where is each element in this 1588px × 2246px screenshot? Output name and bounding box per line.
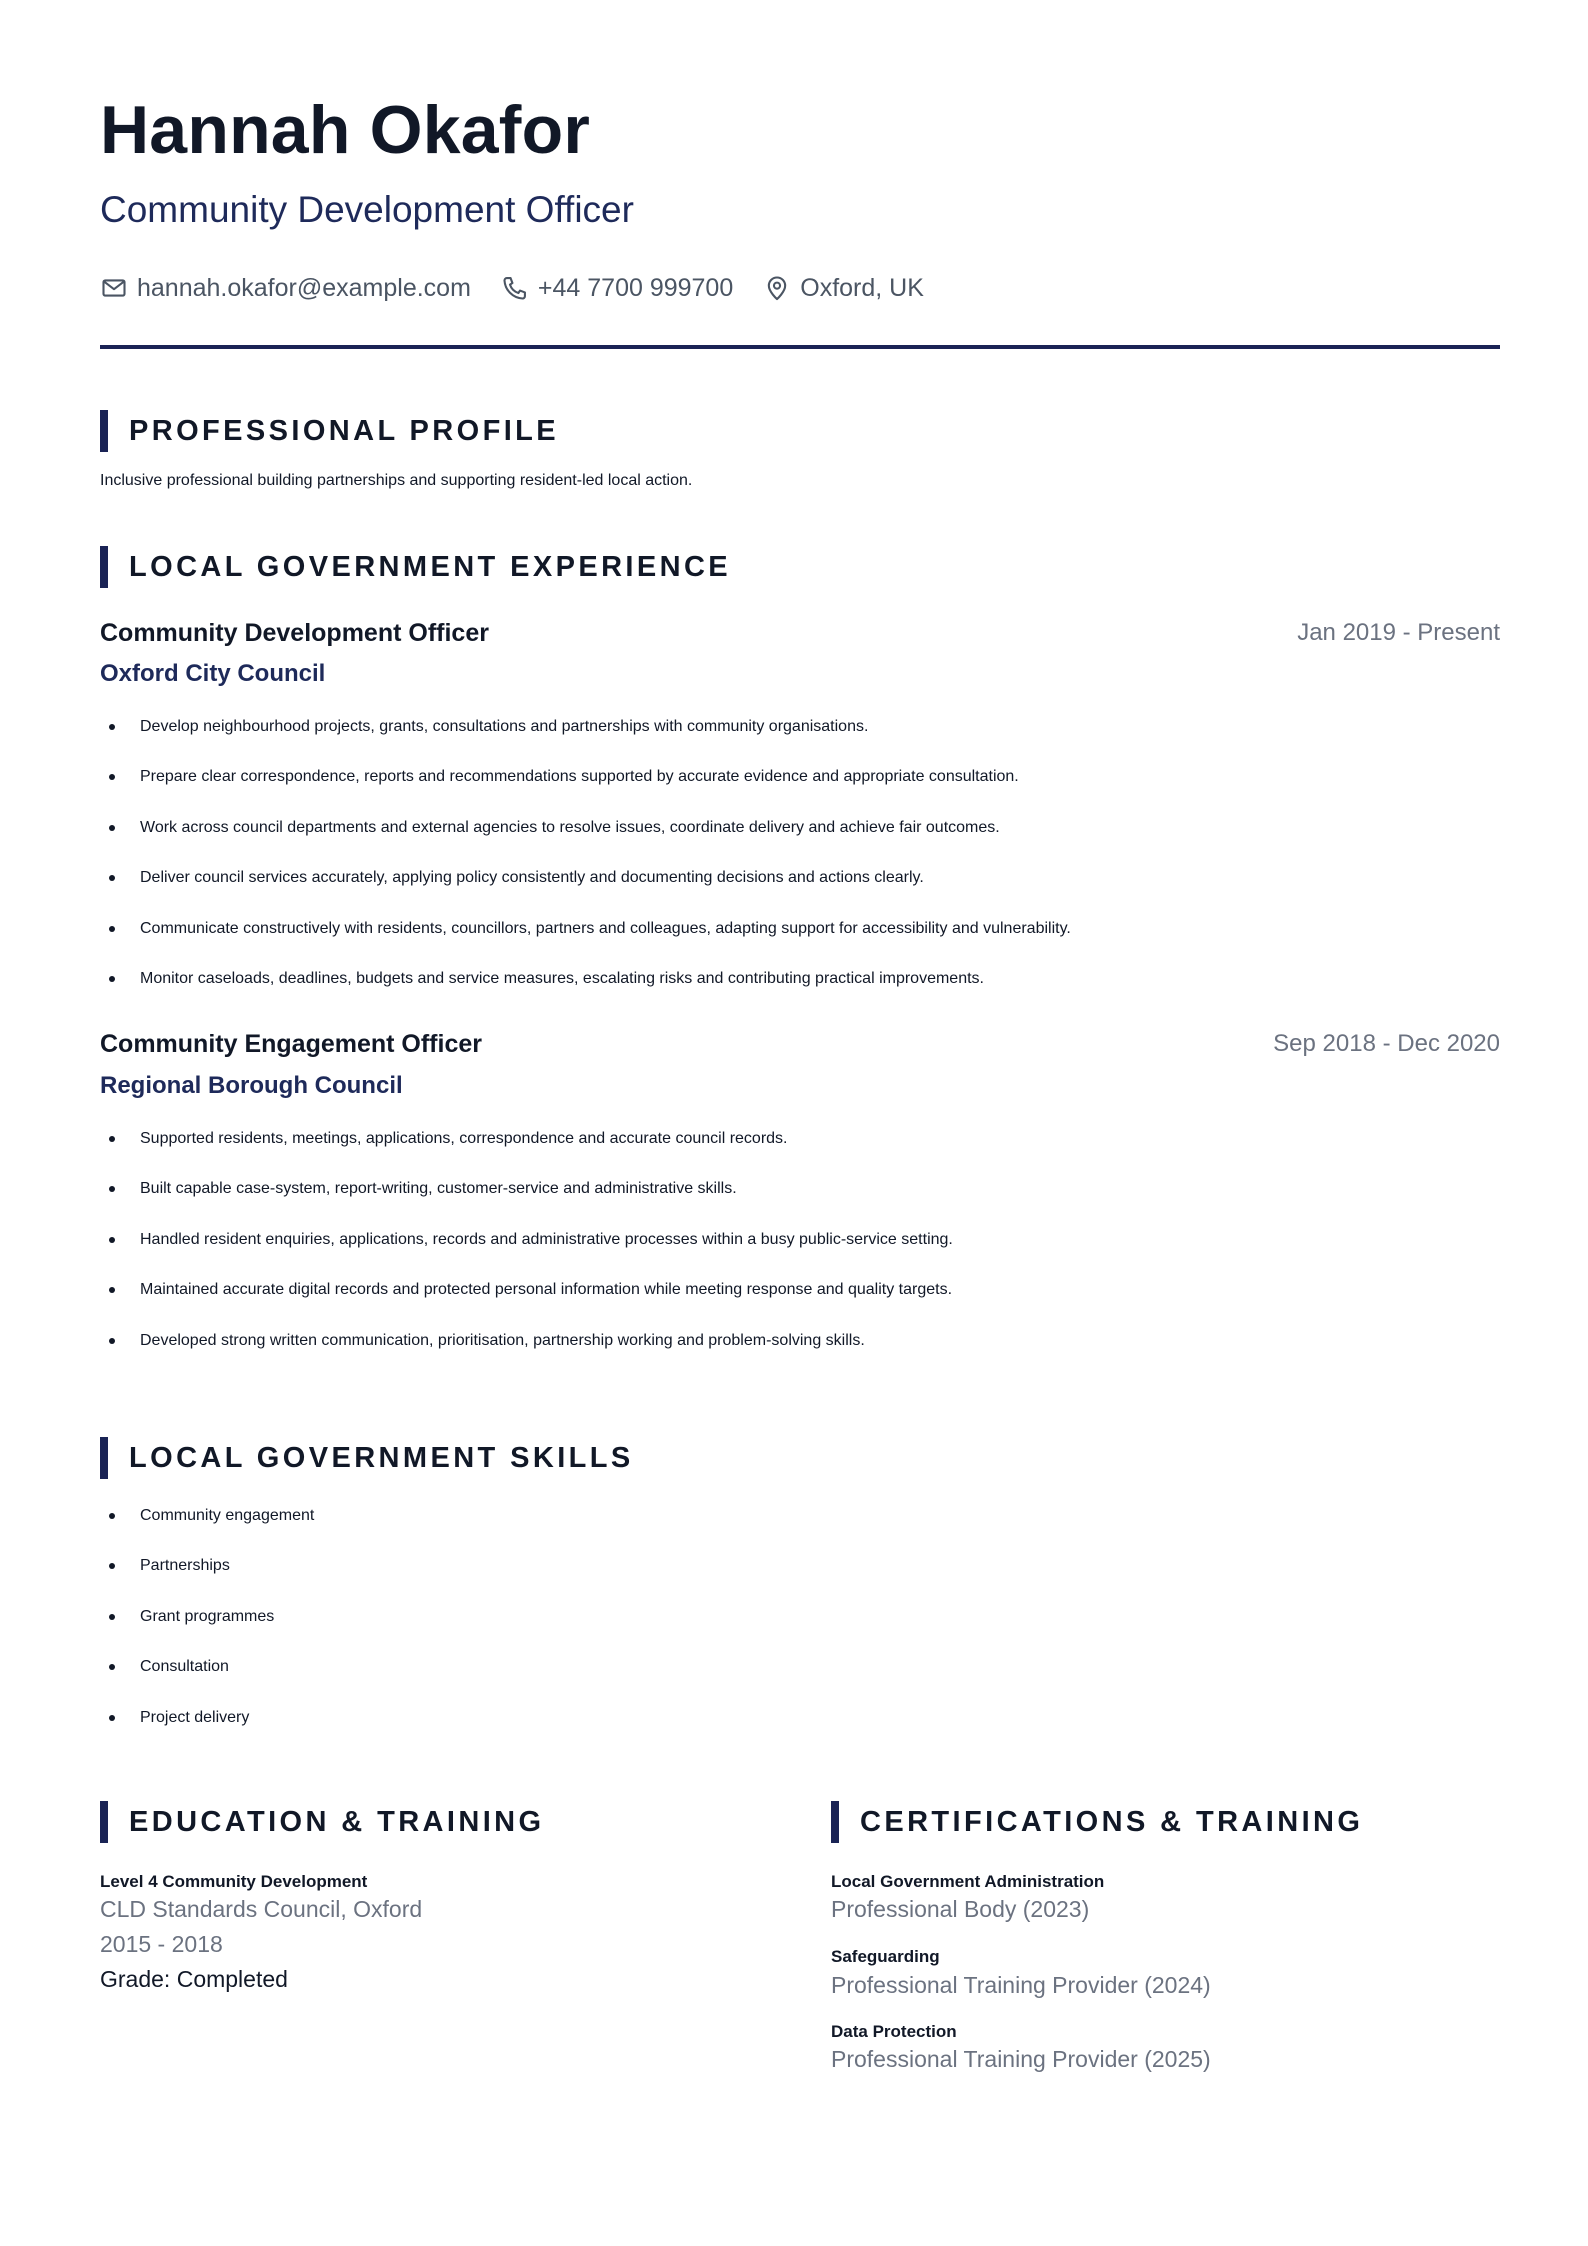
location-pin-icon bbox=[763, 274, 791, 302]
section-accent-bar bbox=[100, 1801, 108, 1843]
job-dates: Jan 2019 - Present bbox=[1297, 619, 1500, 646]
education-years: 2015 - 2018 bbox=[100, 1931, 223, 1957]
section-accent-bar bbox=[100, 1437, 108, 1479]
education-institution: CLD Standards Council, Oxford bbox=[100, 1896, 423, 1922]
mail-icon bbox=[100, 274, 128, 302]
job-bullets bbox=[100, 716, 1500, 1018]
contact-phone[interactable] bbox=[501, 274, 733, 303]
contact-email-text: hannah.okafor@example.com bbox=[137, 273, 471, 302]
skill-item: Partnerships bbox=[100, 1555, 800, 1605]
job-dates: Sep 2018 - Dec 2020 bbox=[1273, 1030, 1500, 1057]
section-accent-bar bbox=[100, 410, 108, 452]
phone-icon bbox=[501, 274, 529, 302]
certification-name: Local Government Administration bbox=[831, 1872, 1105, 1891]
education-grade: Grade: Completed bbox=[100, 1966, 288, 1992]
job-title: Community Development Officer bbox=[100, 619, 489, 647]
list-item: Communicate constructively with residents, councillors, partners and colleagues, adapting support for accessibility and vulnerability. bbox=[100, 918, 1500, 968]
section-header-experience bbox=[100, 546, 731, 588]
job-organisation: Regional Borough Council bbox=[100, 1072, 403, 1099]
list-item: Prepare clear correspondence, reports and recommendations supported by accurate evidence and appropriate consultation. bbox=[100, 766, 1500, 816]
profile-summary: Inclusive professional building partnerships and supporting resident-led local action. bbox=[100, 472, 693, 489]
contact-phone-text: +44 7700 999700 bbox=[537, 273, 734, 302]
education-degree: Level 4 Community Development bbox=[100, 1872, 368, 1891]
contact-bar bbox=[100, 270, 954, 306]
certification-meta: Professional Training Provider (2025) bbox=[831, 2046, 1211, 2072]
job-organisation: Oxford City Council bbox=[100, 660, 326, 687]
skill-item: Grant programmes bbox=[100, 1606, 800, 1656]
section-header-certifications bbox=[831, 1801, 1363, 1843]
contact-location-text: Oxford, UK bbox=[800, 273, 924, 302]
contact-location bbox=[763, 274, 924, 303]
section-accent-bar bbox=[100, 546, 108, 588]
job-title: Community Engagement Officer bbox=[100, 1030, 482, 1058]
header-divider bbox=[100, 345, 1500, 349]
skills-list bbox=[100, 1505, 800, 1757]
candidate-role: Community Development Officer bbox=[100, 189, 634, 230]
list-item: Deliver council services accurately, applying policy consistently and documenting decisions and actions clearly. bbox=[100, 867, 1500, 917]
list-item: Supported residents, meetings, applications, correspondence and accurate council records. bbox=[100, 1128, 1500, 1178]
contact-email[interactable] bbox=[100, 274, 471, 303]
section-title: EDUCATION & TRAINING bbox=[129, 1805, 545, 1838]
section-title: PROFESSIONAL PROFILE bbox=[129, 414, 560, 447]
list-item: Built capable case-system, report-writing, customer-service and administrative skills. bbox=[100, 1178, 1500, 1228]
list-item: Develop neighbourhood projects, grants, consultations and partnerships with community organisations. bbox=[100, 716, 1500, 766]
section-title: LOCAL GOVERNMENT SKILLS bbox=[129, 1441, 634, 1474]
list-item: Handled resident enquiries, applications, records and administrative processes within a busy public-service setting. bbox=[100, 1229, 1500, 1279]
certification-meta: Professional Training Provider (2024) bbox=[831, 1972, 1211, 1998]
certification-name: Data Protection bbox=[831, 2022, 957, 2041]
list-item: Monitor caseloads, deadlines, budgets and service measures, escalating risks and contributing practical improvements. bbox=[100, 968, 1500, 1018]
section-header-skills bbox=[100, 1437, 634, 1479]
skill-item: Consultation bbox=[100, 1656, 800, 1706]
certification-meta: Professional Body (2023) bbox=[831, 1896, 1090, 1922]
candidate-name: Hannah Okafor bbox=[100, 92, 591, 168]
section-title: CERTIFICATIONS & TRAINING bbox=[860, 1805, 1364, 1838]
certification-name: Safeguarding bbox=[831, 1947, 940, 1966]
skill-item: Community engagement bbox=[100, 1505, 800, 1555]
section-title: LOCAL GOVERNMENT EXPERIENCE bbox=[129, 550, 732, 583]
job-bullets bbox=[100, 1128, 1500, 1380]
list-item: Maintained accurate digital records and protected personal information while meeting response and quality targets. bbox=[100, 1279, 1500, 1329]
skill-item: Project delivery bbox=[100, 1707, 800, 1757]
list-item: Work across council departments and external agencies to resolve issues, coordinate delivery and achieve fair outcomes. bbox=[100, 817, 1500, 867]
section-header-education bbox=[100, 1801, 544, 1843]
section-header-profile bbox=[100, 410, 559, 452]
list-item: Developed strong written communication, prioritisation, partnership working and problem-solving skills. bbox=[100, 1330, 1500, 1380]
section-accent-bar bbox=[831, 1801, 839, 1843]
